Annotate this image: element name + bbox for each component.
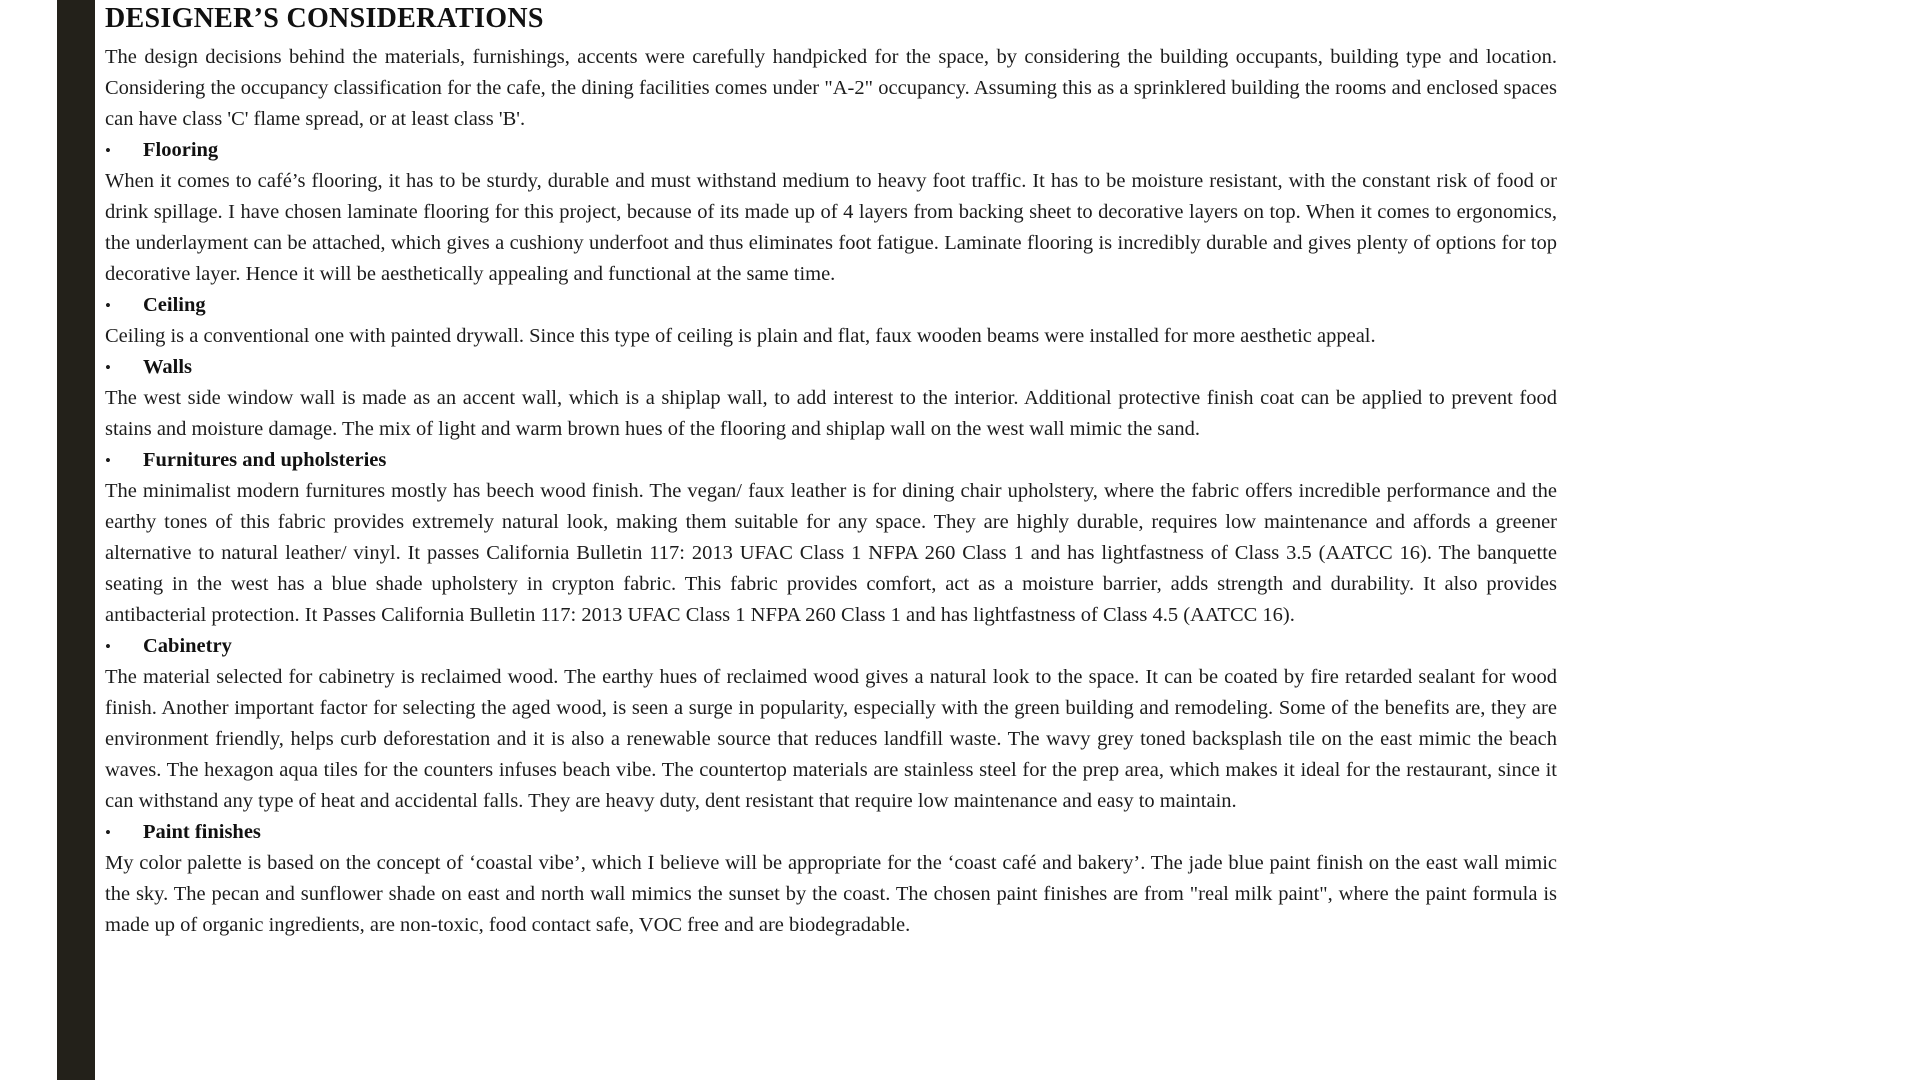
bullet-paint-finishes	[105, 817, 1557, 848]
page-title: DESIGNER’S CONSIDERATIONS	[105, 3, 544, 34]
paint-finishes-paragraph: My color palette is based on the concept of ‘coastal vibe’, which I believe will be appropriate for the ‘coast café and bakery’. The jade blue paint finish on the east wall mimic the sky. The pecan and sunflower shade on east and north wall mimics the sunset by the coast. The chosen paint finishes are from "real milk paint", where the paint formula is made up of organic ingredients, are non-toxic, food contact safe, VOC free and are biodegradable.	[105, 852, 1557, 936]
bullet-icon: •	[105, 637, 111, 656]
bullet-walls-label: Walls	[143, 356, 192, 378]
document-content	[105, 0, 1557, 941]
ceiling-paragraph: Ceiling is a conventional one with painted drywall. Since this type of ceiling is plain and flat, faux wooden beams were installed for more aesthetic appeal.	[105, 325, 1376, 347]
bullet-flooring-label: Flooring	[143, 139, 219, 161]
bullet-cabinetry	[105, 631, 1557, 662]
intro-paragraph: The design decisions behind the materials, furnishings, accents were carefully handpicked for the space, by considering the building occupants, building type and location. Considering the occupancy classification for the cafe, the dining facilities comes under "A-2" occupancy. Assuming this as a sprinklered building the rooms and enclosed spaces can have class 'C' flame spread, or at least class 'B'.	[105, 46, 1557, 130]
bullet-icon: •	[105, 823, 111, 842]
furnitures-paragraph: The minimalist modern furnitures mostly has beech wood finish. The vegan/ faux leather is for dining chair upholstery, where the fabric offers incredible performance and the earthy tones of this fabric provides extremely natural look, making them suitable for any space. They are highly durable, requires low maintenance and affords a greener alternative to natural leather/ vinyl. It passes California Bulletin 117: 2013 UFAC Class 1 NFPA 260 Class 1 and has lightfastness of Class 3.5 (AATCC 16). The banquette seating in the west has a blue shade upholstery in crypton fabric. This fabric provides comfort, act as a moisture barrier, adds strength and durability. It also provides antibacterial protection. It Passes California Bulletin 117: 2013 UFAC Class 1 NFPA 260 Class 1 and has lightfastness of Class 4.5 (AATCC 16).	[105, 480, 1557, 626]
bullet-furnitures	[105, 445, 1557, 476]
bullet-paint-finishes-label: Paint finishes	[143, 821, 261, 843]
left-edge-bar	[57, 0, 95, 1080]
bullet-icon: •	[105, 358, 111, 377]
bullet-furnitures-label: Furnitures and upholsteries	[143, 449, 387, 471]
bullet-icon: •	[105, 451, 111, 470]
bullet-icon: •	[105, 141, 111, 160]
bullet-ceiling-label: Ceiling	[143, 294, 206, 316]
bullet-icon: •	[105, 296, 111, 315]
bullet-flooring	[105, 135, 1557, 166]
bullet-walls	[105, 352, 1557, 383]
bullet-ceiling	[105, 290, 1557, 321]
flooring-paragraph: When it comes to café’s flooring, it has to be sturdy, durable and must withstand medium to heavy foot traffic. It has to be moisture resistant, with the constant risk of food or drink spillage. I have chosen laminate flooring for this project, because of its made up of 4 layers from backing sheet to decorative layers on top. When it comes to ergonomics, the underlayment can be attached, which gives a cushiony underfoot and thus eliminates foot fatigue. Laminate flooring is incredibly durable and gives plenty of options for top decorative layer. Hence it will be aesthetically appealing and functional at the same time.	[105, 170, 1557, 285]
bullet-cabinetry-label: Cabinetry	[143, 635, 232, 657]
cabinetry-paragraph: The material selected for cabinetry is reclaimed wood. The earthy hues of reclaimed wood gives a natural look to the space. It can be coated by fire retarded sealant for wood finish. Another important factor for selecting the aged wood, is seen a surge in popularity, especially with the green building and remodeling. Some of the benefits are, they are environment friendly, helps curb deforestation and it is also a renewable source that reduces landfill waste. The wavy grey toned backsplash tile on the east mimic the beach waves. The hexagon aqua tiles for the counters infuses beach vibe. The countertop materials are stainless steel for the prep area, which makes it ideal for the restaurant, since it can withstand any type of heat and accidental falls. They are heavy duty, dent resistant that require low maintenance and easy to maintain.	[105, 666, 1557, 812]
walls-paragraph: The west side window wall is made as an accent wall, which is a shiplap wall, to add interest to the interior. Additional protective finish coat can be applied to prevent food stains and moisture damage. The mix of light and warm brown hues of the flooring and shiplap wall on the west wall mimic the sand.	[105, 387, 1557, 440]
